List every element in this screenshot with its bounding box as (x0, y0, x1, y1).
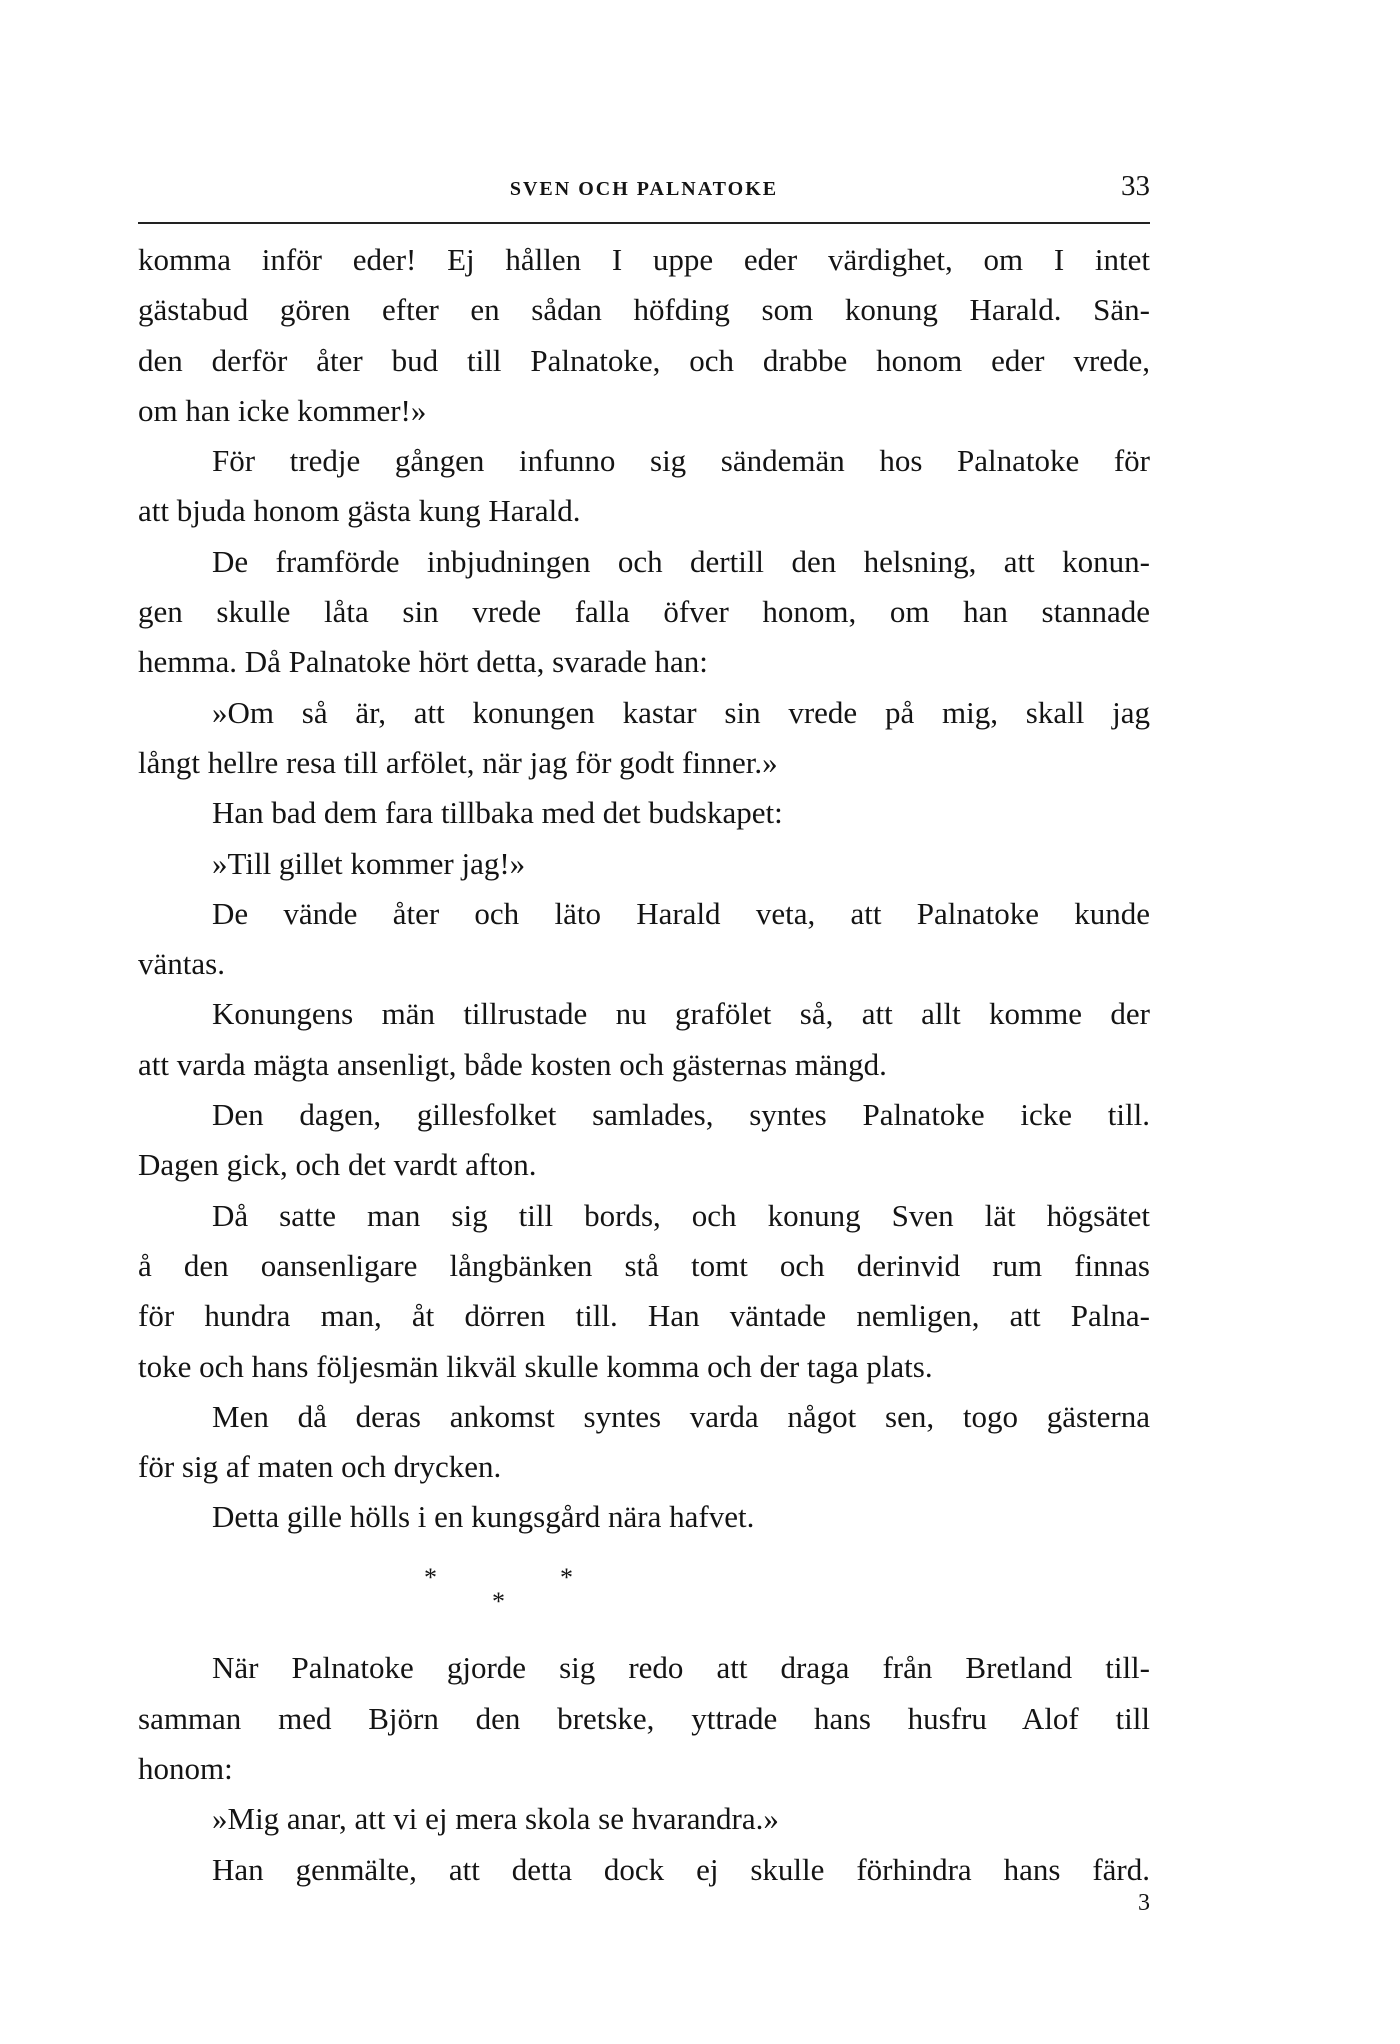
header-rule (138, 222, 1150, 224)
text-line: Men då deras ankomst syntes varda något sen, togo gästerna (212, 1398, 1150, 1434)
text-line: den derför åter bud till Palnatoke, och drabbe honom eder vrede, (138, 342, 1150, 378)
section-break-asterism (138, 1543, 1150, 1644)
text-line: Han bad dem fara tillbaka med det budskapet: (212, 795, 783, 831)
text-line: å den oansenligare långbänken stå tomt och derinvid rum finnas (138, 1247, 1150, 1283)
text-line: De framförde inbjudningen och dertill den helsning, att konun- (212, 543, 1150, 579)
text-line: »Om så är, att konungen kastar sin vrede på mig, skall jag (212, 694, 1150, 730)
text-line: Detta gille hölls i en kungsgård nära hafvet. (212, 1499, 755, 1535)
text-line: hemma. Då Palnatoke hört detta, svarade han: (138, 644, 708, 680)
text-line: De vände åter och läto Harald veta, att Palnatoke kunde (212, 895, 1150, 931)
text-line: toke och hans följesmän likväl skulle komma och der taga plats. (138, 1348, 933, 1384)
asterism-star-bottom: * (492, 1586, 505, 1616)
text-line: att varda mägta ansenligt, både kosten och gästernas mängd. (138, 1046, 887, 1082)
text-line: »Till gillet kommer jag!» (212, 845, 526, 881)
text-line: samman med Björn den bretske, yttrade hans husfru Alof till (138, 1700, 1150, 1736)
text-block-after-break (138, 1643, 1150, 1894)
text-line: »Mig anar, att vi ej mera skola se hvarandra.» (212, 1801, 779, 1837)
text-line: gästabud gören efter en sådan höfding som konung Harald. Sän- (138, 292, 1150, 328)
body-text (138, 235, 1150, 1895)
text-line: att bjuda honom gästa kung Harald. (138, 493, 581, 529)
text-line: gen skulle låta sin vrede falla öfver honom, om han stannade (138, 594, 1150, 630)
text-line: Konungens män tillrustade nu grafölet så, att allt komme der (212, 996, 1150, 1032)
text-line: långt hellre resa till arfölet, när jag för godt finner.» (138, 744, 778, 780)
asterism-star-left: * (424, 1562, 437, 1592)
text-line: Han genmälte, att detta dock ej skulle förhindra hans färd. (212, 1851, 1150, 1887)
text-line: honom: (138, 1750, 233, 1786)
text-line: väntas. (138, 946, 225, 982)
text-line: komma inför eder! Ej hållen I uppe eder värdighet, om I intet (138, 242, 1150, 277)
running-title: SVEN OCH PALNATOKE (509, 178, 779, 200)
text-line: För tredje gången infunno sig sändemän hos Palnatoke för (212, 443, 1150, 479)
page-header (138, 170, 1150, 220)
text-line: Den dagen, gillesfolket samlades, syntes Palnatoke icke till. (212, 1097, 1150, 1133)
text-line: När Palnatoke gjorde sig redo att draga från Bretland till- (212, 1650, 1150, 1686)
text-line: Dagen gick, och det vardt afton. (138, 1147, 537, 1183)
text-line: om han icke kommer!» (138, 392, 427, 428)
text-line: Då satte man sig till bords, och konung Sven lät högsätet (212, 1197, 1150, 1233)
signature-mark: 3 (1138, 1890, 1150, 1916)
asterism-star-right: * (560, 1562, 573, 1592)
text-line: för hundra man, åt dörren till. Han väntade nemligen, att Palna- (138, 1298, 1150, 1334)
page-number: 33 (1121, 170, 1150, 202)
text-line: för sig af maten och drycken. (138, 1449, 502, 1485)
text-block-before-break (138, 235, 1150, 1543)
